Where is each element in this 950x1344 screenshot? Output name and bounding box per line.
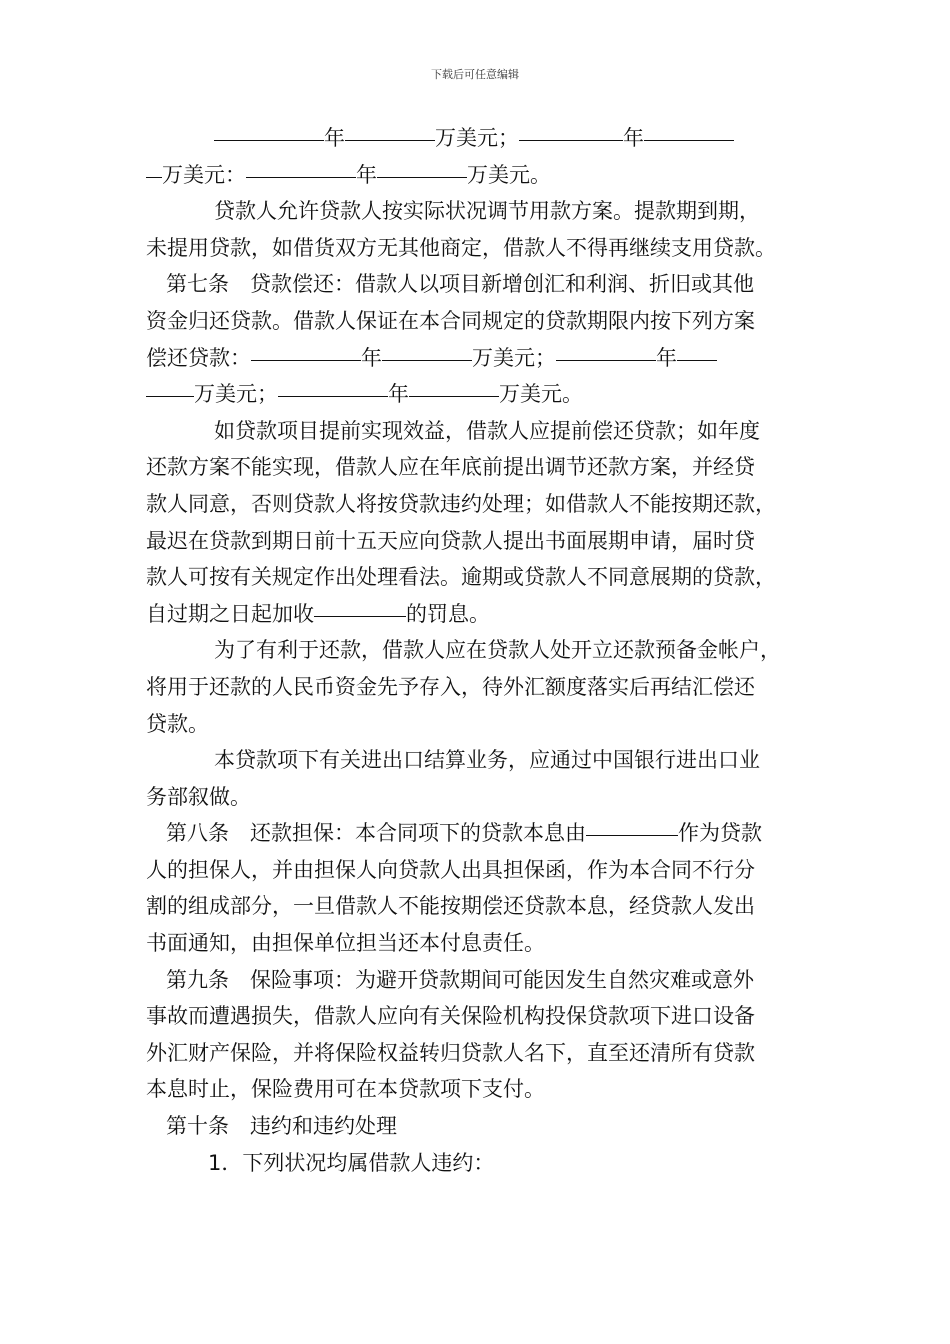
article-7: 第七条 贷款偿还：借款人以项目新增创汇和利润、折旧或其他 资金归还贷款。借款人保证在本合同规定的贷款期限内按下列方案 偿还贷款： 年 万美元； 年 万美元； 年 万美元。 <box>146 272 755 407</box>
blank <box>278 374 388 397</box>
paragraph-settlement: 本贷款项下有关进出口结算业务，应通过中国银行进出口业 务部叙做。 <box>146 748 760 809</box>
article-10: 第十条 违约和违约处理 1．下列状况均属借款人违约： <box>166 1114 495 1175</box>
blank <box>409 374 499 397</box>
blank <box>377 155 467 178</box>
blank <box>644 118 734 141</box>
guarantor-blank <box>586 813 678 836</box>
article-9: 第九条 保险事项：为避开贷款期间可能因发生自然灾难或意外 事故而遭遇损失，借款人应向有关保险机构投保贷款项下进口设备 外汇财产保险，并将保险权益转归贷款人名下，直至还清所有贷款 本息时止，保险费用可在本贷款项下支付。 <box>146 967 755 1102</box>
blank <box>214 118 324 141</box>
article-8: 第八条 还款担保：本合同项下的贷款本息由 作为贷款 人的担保人，并由担保人向贷款人出具担保函，作为本合同不行分 割的组成部分，一旦借款人不能按期偿还贷款本息，经贷款人发出 书面通知，由担保单位担当还本付息责任。 <box>146 815 826 961</box>
paragraph-adjust: 贷款人允许贷款人按实际状况调节用款方案。提款期到期， 未提用贷款，如借货双方无其他商定，借款人不得再继续支用贷款。 <box>146 199 776 260</box>
blank <box>556 338 656 361</box>
schedule-continuation: 年 万美元； 年 万美元： 年 万美元。 <box>146 120 826 193</box>
blank <box>146 374 194 397</box>
blank <box>345 118 435 141</box>
blank <box>382 338 472 361</box>
paragraph-early-repayment: 如贷款项目提前实现效益，借款人应提前偿还贷款；如年度 还款方案不能实现，借款人应在年底前提出调节还款方案，并经贷 款人同意，否则贷款人将按贷款违约处理；如借款人不能按期还款， 最迟在贷款到期日前十五天应向贷款人提出书面展期申请，届时贷 款人可按有关规定作出处理看法。逾期或贷款人不同意展期的贷款， 自过期之日起加收 的罚息。 <box>146 418 776 626</box>
penalty-rate-blank <box>314 594 406 617</box>
blank <box>251 338 361 361</box>
page-header: 下载后可任意编辑 <box>431 68 519 81</box>
blank <box>519 118 623 141</box>
paragraph-reserve-account: 为了有利于还款，借款人应在贷款人处开立还款预备金帐户， 将用于还款的人民币资金先予存入，待外汇额度落实后再结汇偿还 贷款。 <box>146 638 781 736</box>
blank <box>146 155 162 178</box>
blank <box>677 338 717 361</box>
document-body <box>146 120 826 1181</box>
blank <box>246 155 356 178</box>
